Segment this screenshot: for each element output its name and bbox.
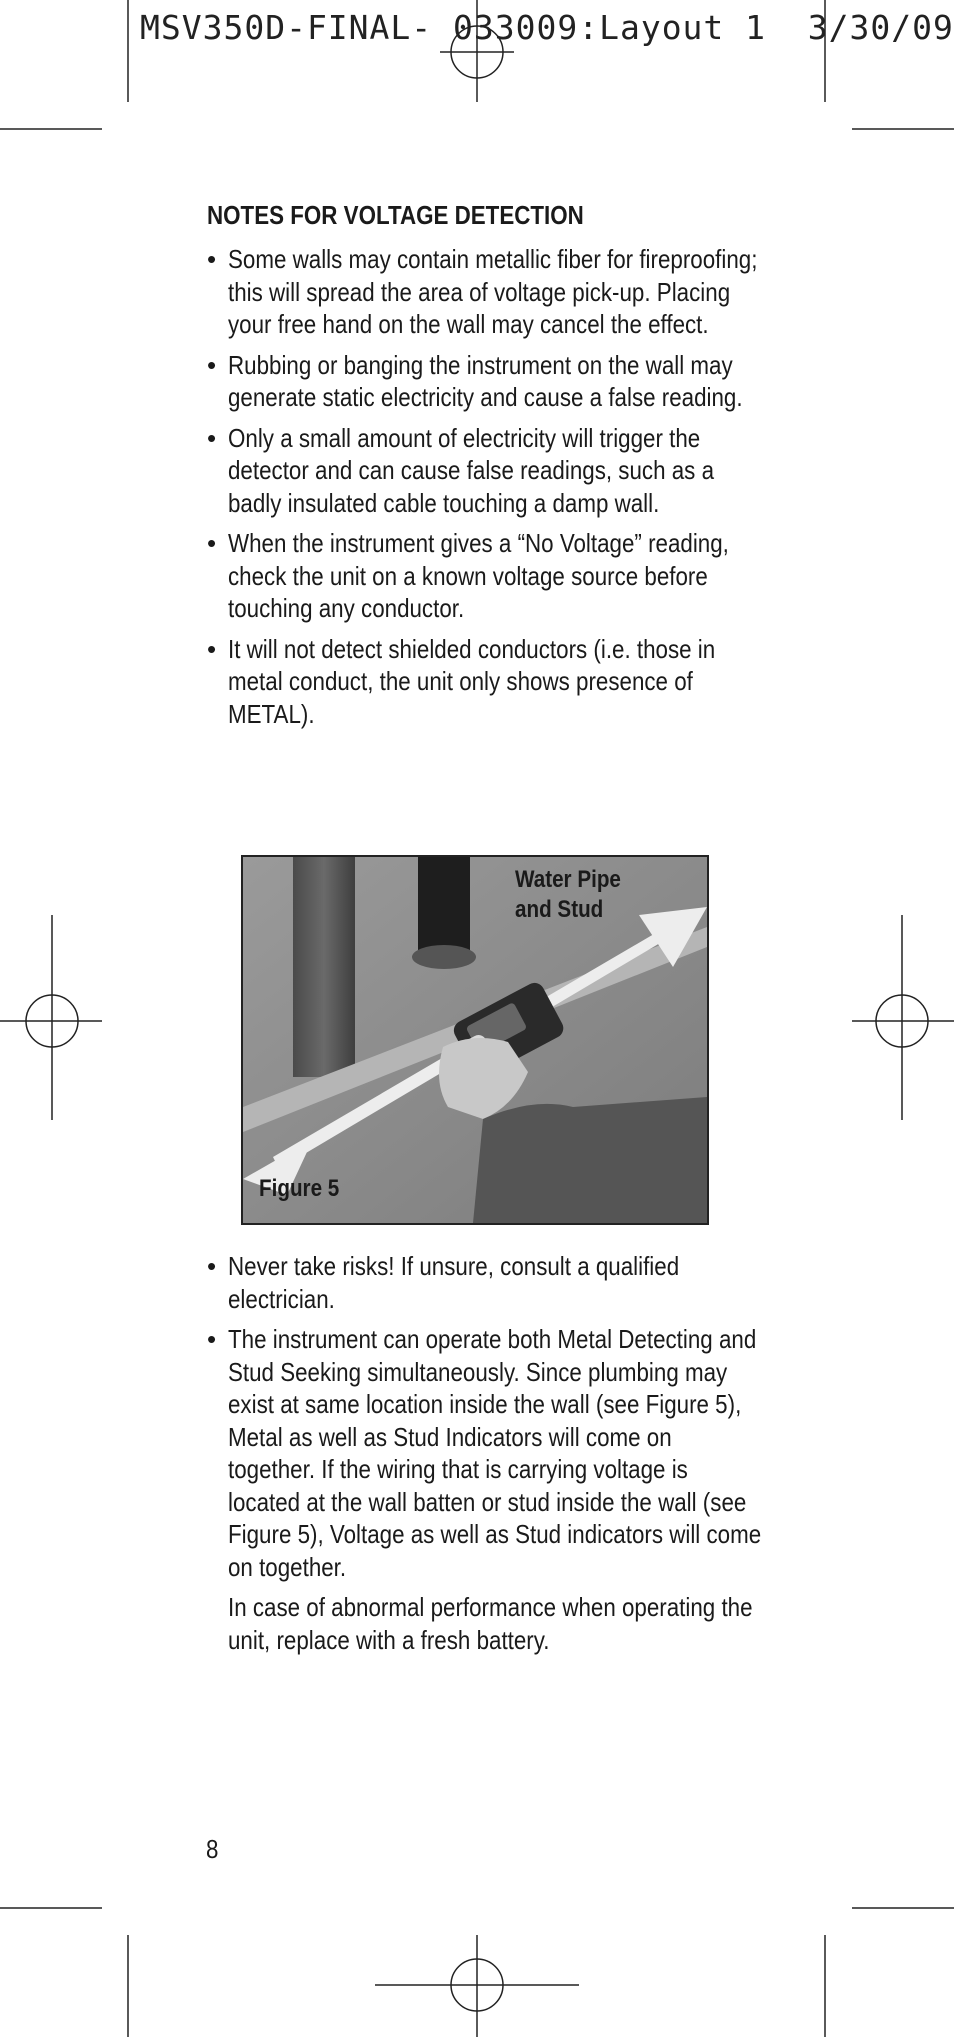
page-number: 8	[206, 1834, 219, 1864]
bullet-icon: •	[207, 244, 217, 274]
bullet-icon: •	[207, 422, 217, 453]
sleeve-shape	[473, 1097, 707, 1223]
bullet-icon: •	[207, 528, 217, 558]
bullet-icon: •	[207, 1251, 217, 1281]
bullet-icon: •	[207, 349, 217, 380]
print-slug: MSV350D-FINAL- 033009:Layout 1 3/30/09	[140, 8, 954, 47]
detector-on-wall-illustration	[243, 857, 707, 1223]
list-item: • Only a small amount of electricity will trigger the detector and can cause false readings, such as a badly insulated cable touching a damp wall.	[207, 422, 715, 518]
additional-notes-section	[207, 1250, 767, 1656]
figure-caption: Figure 5	[259, 1175, 340, 1202]
pipe-shape	[418, 857, 470, 957]
section-heading: NOTES FOR VOLTAGE DETECTION	[207, 200, 584, 230]
list-item: • It will not detect shielded conductors (i.e. those in metal conduct, the unit only shows presence of METAL).	[207, 633, 716, 729]
list-item: • Rubbing or banging the instrument on the wall may generate static electricity and cause a false reading.	[207, 349, 743, 412]
list-item: • When the instrument gives a “No Voltage” reading, check the unit on a known voltage source before touching any conductor.	[207, 528, 729, 623]
figure-5-photo	[241, 855, 709, 1225]
figure-label-water-pipe-and-stud: Water Pipe and Stud	[515, 866, 621, 923]
closing-paragraph: In case of abnormal performance when operating the unit, replace with a fresh battery.	[228, 1592, 753, 1655]
notes-list-bottom	[207, 1250, 767, 1583]
list-item: • The instrument can operate both Metal Detecting and Stud Seeking simultaneously. Since plumbing may exist at same location inside the wall (see Figure 5), Metal as well as Stud Indicators will come on together. If the wiring that is carrying voltage is located at the wall batten or stud inside the wall (see Figure 5), Voltage as well as Stud indicators will come on together.	[207, 1324, 762, 1582]
list-item: • Some walls may contain metallic fiber for fireproofing; this will spread the area of voltage pick-up. Placing your free hand on the wall may cancel the effect.	[207, 244, 758, 339]
list-item: • Never take risks! If unsure, consult a qualified electrician.	[207, 1251, 680, 1314]
notes-list-top	[207, 243, 767, 730]
bullet-icon: •	[207, 1324, 217, 1354]
stud-shape	[293, 857, 355, 1077]
bullet-icon: •	[207, 633, 217, 664]
voltage-notes-section	[207, 200, 767, 738]
